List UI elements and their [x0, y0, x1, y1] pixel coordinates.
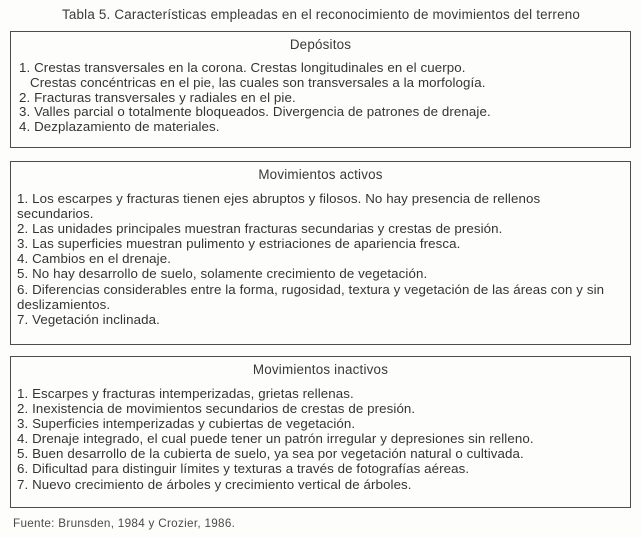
list-line: 2. Las unidades principales muestran fracturas secundarias y crestas de presión.: [17, 221, 503, 237]
section-header-depositos: Depósitos: [289, 37, 352, 52]
list-line: 7. Vegetación inclinada.: [17, 311, 160, 327]
list-line: 2. Fracturas transversales y radiales en el pie.: [19, 89, 296, 105]
section-box-depositos: [10, 31, 631, 148]
list-line: 1. Escarpes y fracturas intemperizadas, grietas rellenas.: [17, 386, 354, 401]
section-box-movimientos-activos: [10, 161, 631, 345]
section-header-movimientos-activos: Movimientos activos: [258, 167, 383, 182]
list-line: 5. No hay desarrollo de suelo, solamente crecimiento de vegetación.: [17, 266, 428, 282]
list-line: 1. Los escarpes y fracturas tienen ejes abruptos y filosos. No hay presencia de rellenos: [17, 191, 541, 206]
list-line: 3. Valles parcial o totalmente bloqueados. Divergencia de patrones de drenaje.: [19, 104, 491, 120]
section-box-movimientos-inactivos: [10, 356, 631, 508]
list-line: 3. Las superficies muestran pulimento y estriaciones de apariencia fresca.: [17, 236, 461, 252]
list-line: 6. Diferencias considerables entre la forma, rugosidad, textura y vegetación de las áreas con y sin: [17, 281, 605, 297]
section-list-movimientos-inactivos: [11, 386, 630, 492]
list-line: 4. Cambios en el drenaje.: [17, 251, 172, 267]
list-line: 2. Inexistencia de movimientos secundarios de crestas de presión.: [17, 401, 416, 417]
source-citation: Fuente: Brunsden, 1984 y Crozier, 1986.: [13, 517, 236, 530]
section-list-movimientos-activos: [11, 191, 630, 327]
list-line: Crestas concéntricas en el pie, las cuales son transversales a la morfología.: [30, 74, 486, 90]
section-header-movimientos-inactivos: Movimientos inactivos: [252, 362, 389, 377]
list-line: deslizamientos.: [17, 296, 111, 312]
section-list-depositos: [11, 61, 630, 135]
list-line: 4. Drenaje integrado, el cual puede tener un patrón irregular y depresiones sin relleno.: [17, 431, 534, 447]
table-title: Tabla 5. Características empleadas en el reconocimiento de movimientos del terreno: [61, 7, 581, 22]
list-line: secundarios.: [17, 206, 94, 222]
list-line: 6. Dificultad para distinguir límites y texturas a través de fotografías aéreas.: [17, 461, 470, 477]
list-line: 7. Nuevo crecimiento de árboles y crecimiento vertical de árboles.: [17, 476, 412, 492]
list-line: 5. Buen desarrollo de la cubierta de suelo, ya sea por vegetación natural o cultivada.: [17, 446, 524, 462]
list-line: 3. Superficies intemperizadas y cubiertas de vegetación.: [17, 416, 356, 432]
list-line: 4. Dezplazamiento de materiales.: [19, 119, 220, 135]
list-line: 1. Crestas transversales en la corona. Crestas longitudinales en el cuerpo.: [19, 60, 466, 75]
